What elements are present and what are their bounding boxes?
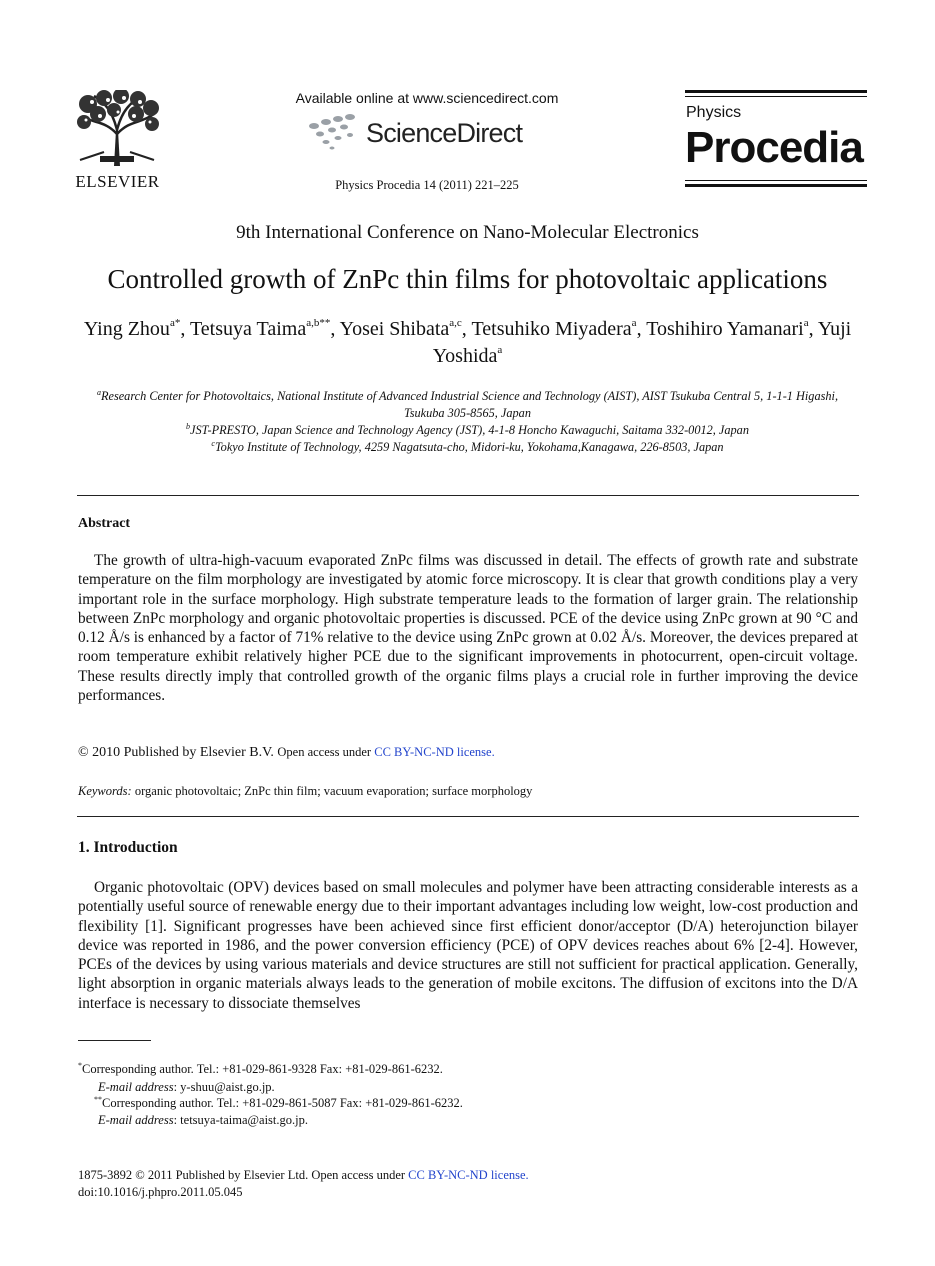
author: Ying Zhou$^{a*}$,	[83, 317, 190, 340]
abstract-heading: Abstract	[78, 516, 131, 531]
logo-rule-bottom	[685, 184, 867, 187]
footer-doi: doi:10.1016/j.phpro.2011.05.045	[78, 1185, 243, 1199]
abstract-body: The growth of ultra-high-vacuum evaporated ZnPc films was discussed in detail. The effects of growth rate and substrate temperature on the film morphology are investigated by atomic force microscopy. It is clear that growth conditions play a very important role in the surface morphology. High substrate temperature leads to the formation of larger grain. The relationship between ZnPc morphology and organic photovoltaic properties is discussed. PCE of the device using ZnPc grown at 90 °C and 0.12 Å/s is enhanced by a factor of 71% relative to the device using ZnPc grown at 0.02 Å/s. Moreover, the devices prepared at room temperature exhibit relatively higher PCE due to the significant improvements in photocurrent, open-circuit voltage. These results directly imply that controlled growth of the organic films plays a crucial role in further improving the device performances.	[78, 552, 858, 705]
divider	[77, 495, 859, 496]
introduction-body: Organic photovoltaic (OPV) devices based on small molecules and polymer have been attracting considerable interests as a potentially useful source of renewable energy due to their important advantages including low weight, low-cost production and flexibility [1]. Significant progresses have been achieved since first efficient donor/acceptor (D/A) heterojunction bilayer device was reported in 1986, and the power conversion efficiency (PCE) of OPV devices reaches about 6% [2-4]. However, PCEs of the devices by using various materials and device structures are still not sufficient for practical application. Generally, light absorption in organic materials always leads to the generation of mobile excitons. The diffusion of excitons into the D/A interface is necessary to dissociate themselves	[78, 879, 858, 1012]
sciencedirect-logo	[306, 112, 546, 154]
sciencedirect-dots-icon	[306, 112, 366, 152]
physics-procedia-logo	[685, 90, 867, 188]
footer-issn: 1875-3892 © 2011 Published by Elsevier Ltd. Open access under CC BY-NC-ND license.	[78, 1168, 529, 1182]
author: Tetsuhiko Miyadera$^a$,	[471, 317, 647, 340]
paper-title: Controlled growth of ZnPc thin films for photovoltaic applications	[107, 264, 828, 294]
journal-name-small: Physics	[686, 104, 742, 121]
footnote: **Corresponding author. Tel.: +81-029-861-5087 Fax: +81-029-861-6232.	[94, 1095, 463, 1110]
available-online-text: Available online at www.sciencedirect.com	[295, 90, 559, 106]
logo-rule-top-thin	[685, 96, 867, 97]
copyright-line: © 2010 Published by Elsevier B.V. Open access under CC BY-NC-ND license.	[78, 745, 495, 760]
author: Yuji Yoshida$^a$	[432, 318, 852, 367]
author-list	[80, 316, 855, 370]
license-link[interactable]: CC BY-NC-ND license.	[374, 745, 495, 759]
author: Tetsuya Taima$^{a,b**}$,	[189, 317, 340, 340]
license-link[interactable]: CC BY-NC-ND license.	[408, 1168, 529, 1182]
divider	[77, 816, 859, 817]
keywords-line	[78, 784, 532, 799]
keywords-text: organic photovoltaic; ZnPc thin film; vacuum evaporation; surface morphology	[131, 784, 533, 798]
logo-rule-bottom-thin	[685, 180, 867, 181]
author: Toshihiro Yamanari$^a$,	[646, 317, 818, 340]
affiliation: $^c$Tokyo Institute of Technology, 4259 Nagatsuta-cho, Midori-ku, Yokohama,Kanagawa, 226-8503, Japan	[211, 439, 724, 454]
journal-name-big: Procedia	[685, 123, 863, 172]
elsevier-logo	[70, 88, 165, 193]
keywords-label: Keywords:	[78, 784, 132, 798]
elsevier-tree-icon	[74, 90, 160, 166]
logo-rule-top	[685, 90, 867, 93]
author: Yosei Shibata$^{a,c}$,	[339, 317, 472, 340]
affiliation: $^b$JST-PRESTO, Japan Science and Technology Agency (JST), 4-1-8 Honcho Kawaguchi, Saitama 332-0012, Japan	[186, 422, 749, 437]
section-heading: 1. Introduction	[78, 839, 178, 856]
conference-name: 9th International Conference on Nano-Molecular Electronics	[236, 222, 699, 243]
footnote-rule	[78, 1040, 151, 1041]
sciencedirect-wordmark: ScienceDirect	[366, 118, 523, 148]
elsevier-wordmark: ELSEVIER	[75, 172, 160, 191]
footnote-email: E-mail address: tetsuya-taima@aist.go.jp.	[98, 1113, 308, 1127]
footnote: *Corresponding author. Tel.: +81-029-861-9328 Fax: +81-029-861-6232.	[78, 1061, 443, 1076]
footnote-email: E-mail address: y-shuu@aist.go.jp.	[98, 1080, 275, 1094]
journal-reference: Physics Procedia 14 (2011) 221–225	[335, 178, 519, 192]
affiliation: $^a$Research Center for Photovoltaics, National Institute of Advanced Industrial Science and Technology (AIST), AIST Tsukuba Central 5, 1-1-1 Higashi, Tsukuba 305-8565, Japan	[96, 388, 839, 420]
affiliation-list	[80, 388, 855, 456]
